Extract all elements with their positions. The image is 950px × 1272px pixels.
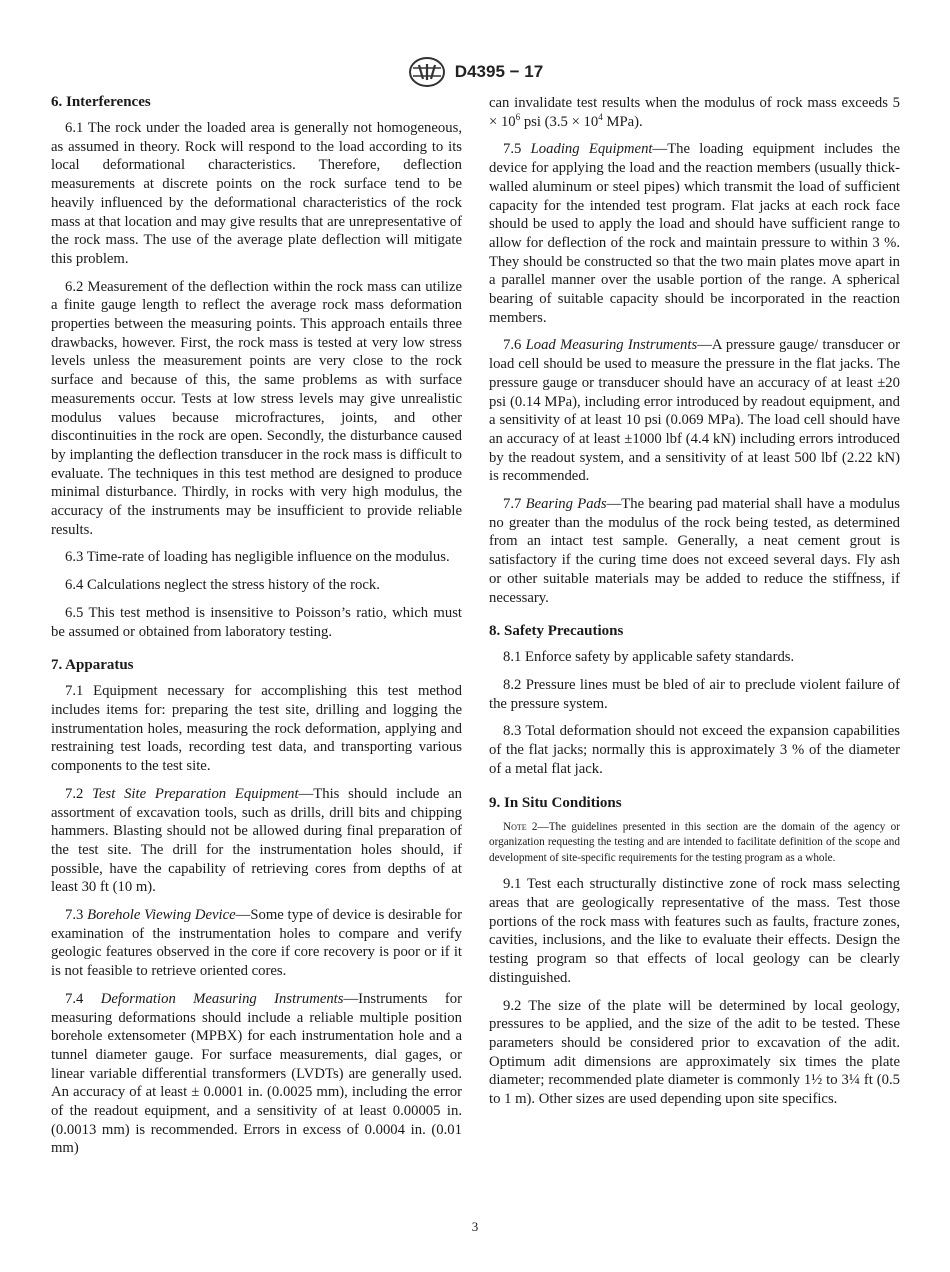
- paragraph-7-3: [51, 906, 462, 981]
- paragraph-7-6-number: 7.6: [503, 337, 526, 354]
- section-7-heading: 7. Apparatus: [51, 657, 134, 674]
- paragraph-7-1: 7.1 Equipment necessary for accomplishing this test method includes items for: preparing the test site, drilling and logging the instrumentation holes, measuring the rock deformation, applying and restraining test loads, recording test data, and transporting various components to the test site.: [51, 683, 462, 775]
- exponent-4: 4: [598, 111, 603, 122]
- paragraph-7-5-number: 7.5: [503, 141, 531, 158]
- section-8-heading: 8. Safety Precautions: [489, 623, 624, 640]
- paragraph-7-5-title: Loading Equipment: [530, 141, 653, 158]
- section-6-heading: 6. Interferences: [51, 94, 151, 110]
- document-number: D4395 − 17: [454, 62, 544, 81]
- note-2: [489, 820, 900, 867]
- left-column: [51, 92, 462, 1167]
- paragraph-7-4-number: 7.4: [65, 990, 101, 1007]
- paragraph-6-2: 6.2 Measurement of the deflection within the rock mass can utilize a finite gauge length to reflect the average rock mass deformation properties between the measuring points. This approach entails three drawbacks, however. First, the rock mass is tested at very low stress levels unless the measurement points are very close to the rock surface and because of this, the same problems as with surface measurements occur. Tests at low stress levels may give unrealistic modulus values because microfractures, joints, and other discontinuities in the rock are open. Secondly, the disturbance caused by implanting the deflection transducer in the rock mass is difficult to evaluate. The techniques in this test method are designed to produce minimal disturbance. Thirdly, in rocks with very high modulus, the accuracy of the instruments may be insufficient to provide reliable results.: [51, 278, 462, 538]
- paragraph-6-1: 6.1 The rock under the loaded area is generally not homogeneous, as assumed in theory. Rock will respond to the load according to its local deformational characteristics. Therefore, deflection measurements at discrete points on the rock surface tend to be heavily influenced by the deformational characteristics of the rock mass at that location and may give results that are unrepresentative of the rock mass. The use of the average plate deflection will mitigate this problem.: [51, 120, 462, 267]
- note-2-body: —The guidelines presented in this section are the domain of the agency or organization requesting the testing and are intended to facilitate definition of the scope and development of site-specific requirements for the testing program as a whole.: [489, 820, 900, 864]
- paragraph-7-7: [489, 495, 900, 607]
- paragraph-7-3-title: Borehole Viewing Device: [87, 907, 236, 924]
- paragraph-7-7-number: 7.7: [503, 496, 526, 513]
- continued-text-b: psi (3.5 × 10: [520, 113, 599, 130]
- paragraph-7-2-number: 7.2: [65, 785, 93, 802]
- paragraph-7-3-body: —Some type of device is desirable for examination of the instrumentation holes to compare and verify geologic features observed in the core if core recovery is poor or if it is not feasible to retrieve oriented cores.: [51, 907, 462, 980]
- continued-text-a: can invalidate test results when the modulus of rock mass exceeds 5 × 10: [489, 95, 900, 130]
- page-header: [0, 56, 950, 88]
- paragraph-7-2-body: —This should include an assortment of excavation tools, such as drills, drill bits and chipping hammers. Blasting should not be allowed during final preparation of the test site. The drill for the instrumentation holes should, if possible, have the capability of retrieving cores from depths of at least 30 ft (10 m).: [51, 785, 462, 896]
- paragraph-6-3: 6.3 Time-rate of loading has negligible influence on the modulus.: [65, 549, 450, 566]
- paragraph-9-2: 9.2 The size of the plate will be determined by local geology, pressures to be applied, and the size of the adit to be tested. These parameters should be considered prior to excavation of the adit. Optimum adit dimensions are approximately six times the plate diameter; recommended plate diameter is commonly 1½ to 3¼ ft (0.5 to 1 m). Other sizes are used depending upon site specifics.: [489, 997, 900, 1108]
- right-column: [489, 94, 900, 1118]
- paragraph-7-6-title: Load Measuring Instruments: [525, 337, 698, 354]
- paragraph-7-6: [489, 336, 900, 486]
- paragraph-8-2: 8.2 Pressure lines must be bled of air to preclude violent failure of the pressure system.: [489, 676, 900, 712]
- paragraph-7-7-title: Bearing Pads: [525, 496, 607, 513]
- paragraph-7-4-continued: [489, 94, 900, 131]
- paragraph-7-4: [51, 990, 462, 1158]
- paragraph-7-7-body: —The bearing pad material shall have a modulus no greater than the modulus of the rock being tested, as determined from an intact test sample. Generally, a neat cement grout is satisfactory if the curing time does not exceed several days. Fly ash or other suitable materials may be added to reduce the stiffness, if necessary.: [489, 496, 900, 606]
- paragraph-8-3: 8.3 Total deformation should not exceed the expansion capabilities of the flat jacks; normally this is approximately 3 % of the diameter of a metal flat jack.: [489, 723, 900, 777]
- paragraph-7-4-title: Deformation Measuring Instruments: [100, 990, 344, 1007]
- paragraph-7-4-body: —Instruments for measuring deformations should include a reliable multiple position borehole extensometer (MPBX) for each instrumentation hole and a tunnel diameter gauge. For surface measurements, dial gages, or linear variable differential transformers (LVDTs) are generally used. An accuracy of at least ± 0.0001 in. (0.0025 mm), including the error of the readout equipment, and a sensitivity of at least 0.00005 in. (0.0013 mm) is recommended. Errors in excess of 0.0004 in. (0.01 mm): [51, 990, 462, 1157]
- paragraph-9-1: 9.1 Test each structurally distinctive zone of rock mass selecting areas that are geologically representative of the mass. Test those portions of the rock mass with features such as faults, fracture zones, cavities, inclusions, and the like to evaluate their effects. Design the testing program so that effects of local geology can be clearly distinguished.: [489, 876, 900, 986]
- astm-logo-icon: [407, 56, 447, 88]
- paragraph-7-3-number: 7.3: [65, 907, 88, 924]
- page-number: 3: [471, 1219, 479, 1234]
- note-2-label: Note 2: [503, 820, 538, 833]
- paragraph-7-2-title: Test Site Preparation Equipment: [92, 785, 299, 802]
- paragraph-6-4: 6.4 Calculations neglect the stress history of the rock.: [65, 577, 380, 594]
- paragraph-7-2: [51, 785, 462, 897]
- exponent-6: 6: [515, 111, 521, 122]
- paragraph-7-5: [489, 140, 900, 327]
- continued-text-c: MPa).: [602, 113, 643, 130]
- paragraph-7-6-body: —A pressure gauge/ transducer or load cell should be used to measure the pressure in the flat jacks. The pressure gauge or transducer should have an accuracy of at least ±20 psi (0.14 MPa), including error introduced by readout equipment, and a sensitivity of at least 10 psi (0.069 MPa). The load cell should have an accuracy of at least ±1000 lbf (4.4 kN) including errors introduced by the readout system, and a sensitivity of at least 500 lbf (2.22 kN) is recommended.: [489, 337, 901, 485]
- section-9-heading: 9. In Situ Conditions: [489, 794, 622, 811]
- paragraph-6-5: 6.5 This test method is insensitive to Poisson’s ratio, which must be assumed or obtained from laboratory testing.: [51, 604, 462, 640]
- paragraph-7-5-body: —The loading equipment includes the device for applying the load and the reaction members (usually thick-walled aluminum or steel pipes) which transmit the load of sufficient capacity for the intended test program. Flat jacks at each rock face should be used to apply the load and should have sufficient range to allow for deflection of the rock and maintain pressure to within 3 %. They should be constructed so that the two main plates move apart in a parallel manner over the usable portion of the range. A spherical bearing of suitable capacity should be incorporated in the reaction members.: [489, 141, 901, 326]
- paragraph-8-1: 8.1 Enforce safety by applicable safety standards.: [503, 649, 795, 666]
